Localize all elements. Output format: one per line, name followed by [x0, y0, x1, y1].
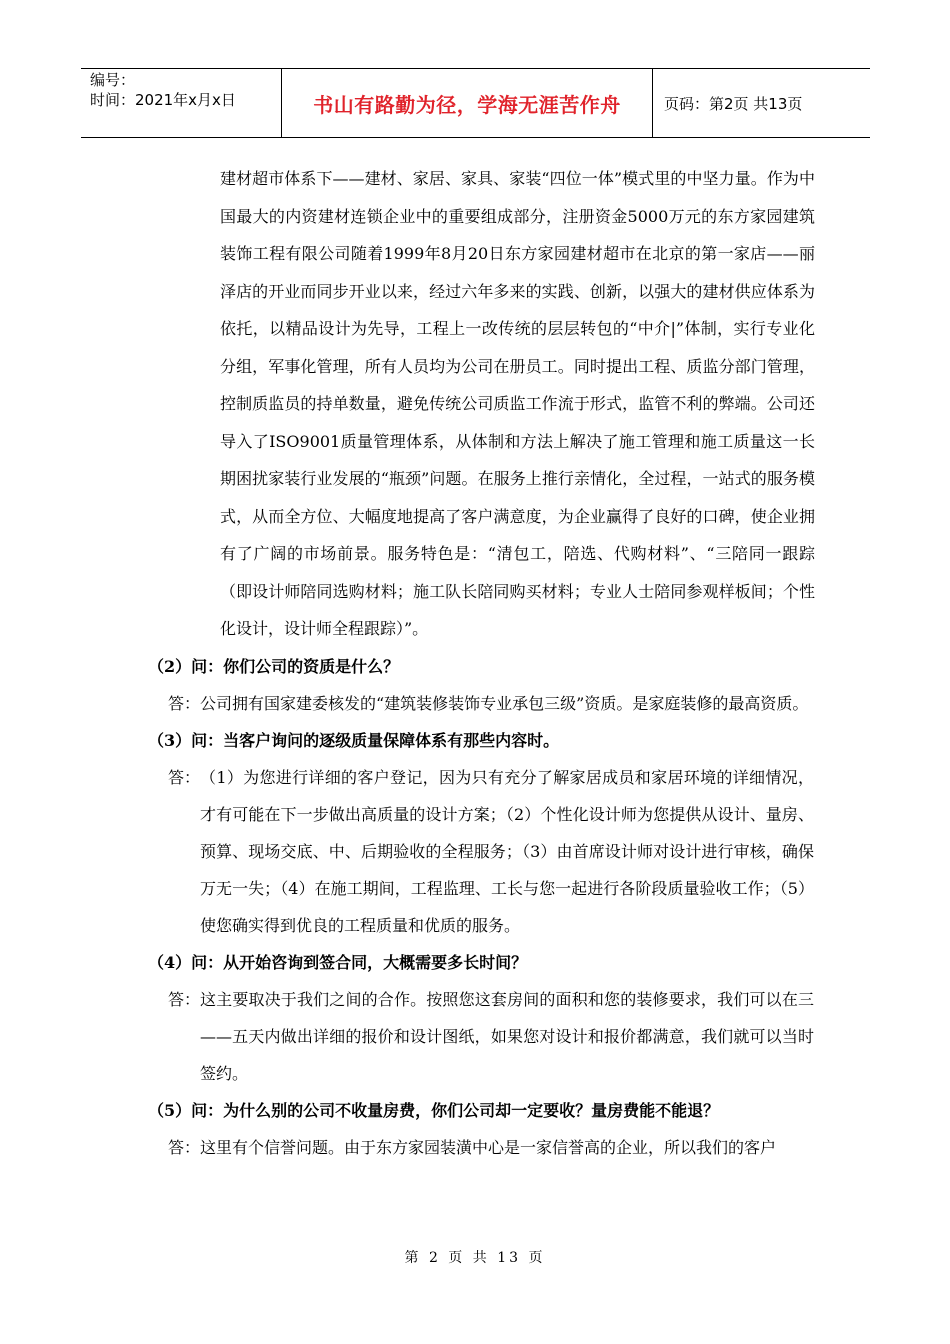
answer-5: [168, 1129, 814, 1166]
question-2: （2）问：你们公司的资质是什么？: [148, 656, 400, 676]
answer-text: 这里有个信誉问题。由于东方家园装潢中心是一家信誉高的企业，所以我们的客户: [200, 1137, 777, 1157]
question-4: （4）问：从开始咨询到签合同，大概需要多长时间？: [148, 952, 528, 972]
header-meta-cell: [81, 69, 282, 137]
answer-3: [168, 759, 814, 944]
answer-label: 答：: [168, 1137, 201, 1157]
answer-label: 答：: [168, 693, 201, 713]
header-motto: 书山有路勤为径，学海无涯苦作舟: [282, 69, 653, 137]
answer-text: 这主要取决于我们之间的合作。按照您这套房间的面积和您的装修要求，我们可以在三——五天内做出详细的报价和设计图纸，如果您对设计和报价都满意，我们就可以当时签约。: [200, 989, 814, 1083]
header-page-info: 页码：第2页 共13页: [664, 94, 803, 113]
answer-2: [168, 685, 814, 722]
document-number-label: 编号：: [90, 71, 136, 89]
answer-label: 答：: [168, 989, 201, 1009]
question-3: （3）问：当客户询问的逐级质量保障体系有那些内容时。: [148, 730, 560, 750]
answer-4: [168, 981, 814, 1092]
document-time-label: 时间：2021年x月x日: [90, 91, 236, 109]
question-5: （5）问：为什么别的公司不收量房费，你们公司却一定要收？量房费能不能退？: [148, 1100, 720, 1120]
page-footer: 第 2 页 共 13 页: [404, 1250, 546, 1266]
answer-text: 公司拥有国家建委核发的“建筑装修装饰专业承包三级”资质。是家庭装修的最高资质。: [200, 693, 809, 713]
answer-text: （1）为您进行详细的客户登记，因为只有充分了解家居成员和家居环境的详细情况，才有可能在下一步做出高质量的设计方案；（2）个性化设计师为您提供从设计、量房、预算、现场交底、中、后期验收的全程服务；（3）由首席设计师对设计进行审核，确保万无一失；（4）在施工期间，工程监理、工长与您一起进行各阶段质量验收工作；（5）使您确实得到优良的工程质量和优质的服务。: [200, 767, 814, 935]
answer-label: 答：: [168, 767, 201, 787]
page-header: [81, 68, 870, 138]
document-body: [0, 160, 950, 1166]
intro-paragraph: 建材超市体系下——建材、家居、家具、家装“四位一体”模式里的中坚力量。作为中国最大的内资建材连锁企业中的重要组成部分，注册资金5000万元的东方家园建筑装饰工程有限公司随着1999年8月20日东方家园建材超市在北京的第一家店——丽泽店的开业而同步开业以来，经过六年多来的实践、创新，以强大的建材供应体系为依托，以精品设计为先导，工程上一改传统的层层转包的“中介|”体制，实行专业化分组，军事化管理，所有人员均为公司在册员工。同时提出工程、质监分部门管理，控制质监员的持单数量，避免传统公司质监工作流于形式，监管不利的弊端。公司还导入了ISO9001质量管理体系，从体制和方法上解决了施工管理和施工质量这一长期困扰家装行业发展的“瓶颈”问题。在服务上推行亲情化，全过程，一站式的服务模式，从而全方位、大幅度地提高了客户满意度，为企业赢得了良好的口碑，使企业拥有了广阔的市场前景。服务特色是：“清包工，陪选、代购材料”、“三陪同一跟踪（即设计师陪同选购材料；施工队长陪同购买材料；专业人士陪同参观样板间；个性化设计，设计师全程跟踪）”。: [220, 169, 815, 638]
